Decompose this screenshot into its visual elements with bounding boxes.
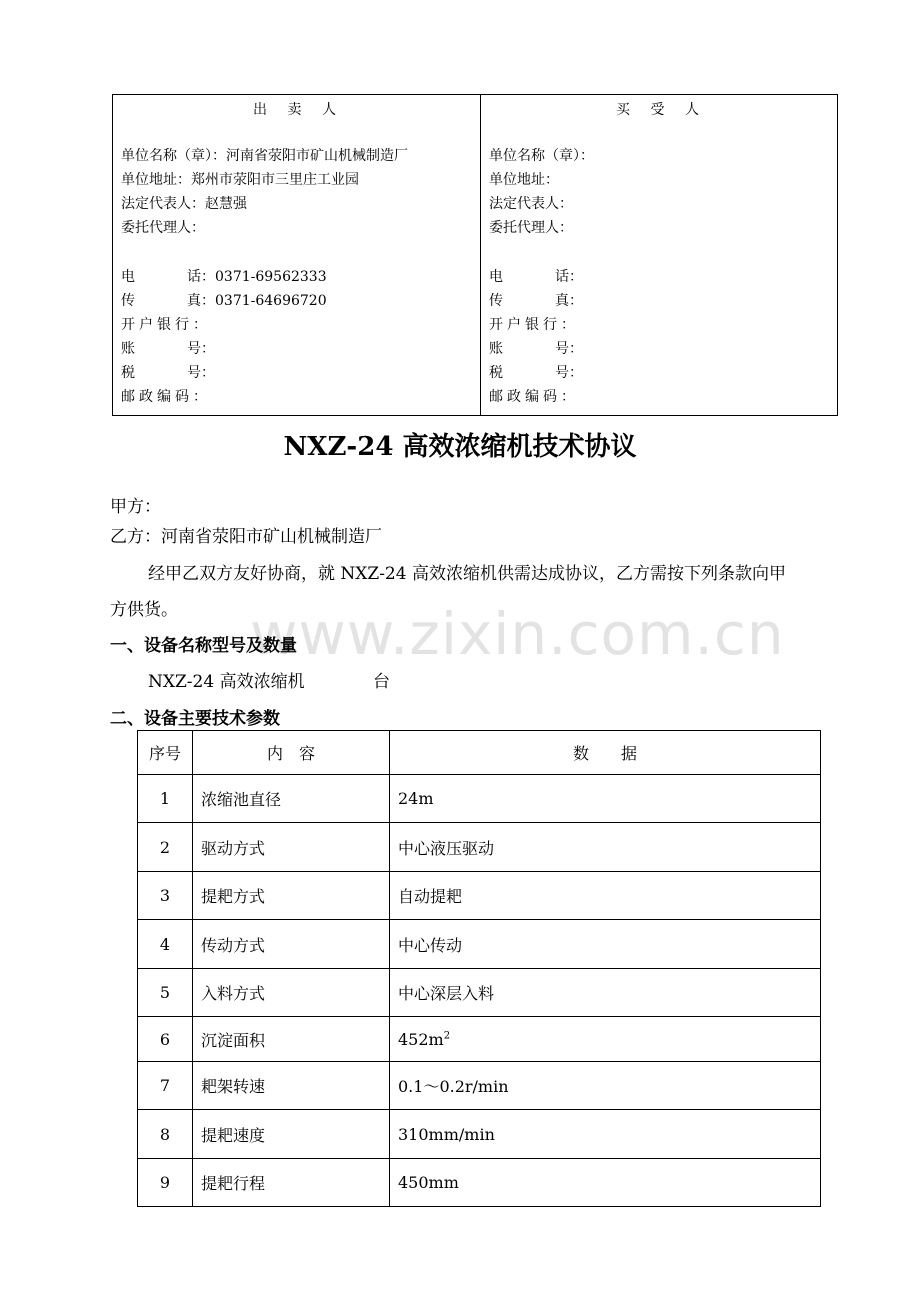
section-equipment-heading: 一、设备名称型号及数量: [110, 636, 297, 656]
row-item: 提耙速度: [193, 1110, 390, 1159]
header-value: 数 据: [390, 731, 821, 775]
buyer-phone: 电 话：: [489, 269, 583, 285]
row-no: 8: [138, 1110, 193, 1159]
seller-unit-name: 单位名称（章）：河南省荥阳市矿山机械制造厂: [121, 148, 408, 164]
seller-fax: 传 真： 0371-64696720: [121, 293, 327, 309]
row-value: 450mm: [390, 1159, 821, 1207]
row-value: 24m: [390, 775, 821, 823]
table-row: [138, 823, 821, 872]
superscript: 2: [443, 1030, 451, 1042]
table-row: [138, 1017, 821, 1062]
row-item: 浓缩池直径: [193, 775, 390, 823]
row-item: 耙架转速: [193, 1062, 390, 1110]
document-title: NXZ-24 高效浓缩机技术协议: [283, 432, 637, 462]
row-item: 传动方式: [193, 920, 390, 969]
row-item: 沉淀面积: [193, 1017, 390, 1062]
buyer-column: [489, 95, 834, 415]
row-value: [390, 1017, 821, 1062]
header-no: 序号: [138, 731, 193, 775]
buyer-unit-name: 单位名称（章）：: [489, 148, 594, 164]
equipment-name: NXZ-24 高效浓缩机: [148, 672, 305, 692]
seller-agent: 委托代理人：: [121, 220, 205, 236]
seller-address: 单位地址：郑州市荥阳市三里庄工业园: [121, 172, 359, 188]
parties-table: [112, 94, 838, 416]
row-value: 自动提耙: [390, 872, 821, 920]
section-specs-heading: 二、设备主要技术参数: [110, 709, 280, 729]
seller-legal-rep: 法定代表人：赵慧强: [121, 196, 247, 212]
seller-heading: 出 卖 人: [253, 102, 344, 118]
seller-tax-no: 税 号：: [121, 365, 215, 381]
table-row: [138, 775, 821, 823]
row-value: 310mm/min: [390, 1110, 821, 1159]
intro-line-2: 方供货。: [110, 600, 178, 620]
row-no: 7: [138, 1062, 193, 1110]
row-no: 4: [138, 920, 193, 969]
buyer-account: 账 号：: [489, 341, 583, 357]
row-no: 5: [138, 969, 193, 1017]
row-value: 中心深层入料: [390, 969, 821, 1017]
table-row: [138, 969, 821, 1017]
spec-table: [137, 730, 821, 1207]
buyer-legal-rep: 法定代表人：: [489, 196, 573, 212]
seller-bank: 开户银行：: [121, 317, 211, 333]
row-value: 中心液压驱动: [390, 823, 821, 872]
table-row: [138, 1062, 821, 1110]
row-value-text: 452m: [398, 1029, 444, 1049]
row-item: 提耙方式: [193, 872, 390, 920]
row-value: 0.1～0.2r/min: [390, 1062, 821, 1110]
buyer-heading: 买 受 人: [616, 102, 707, 118]
buyer-postcode: 邮政编码：: [489, 389, 579, 405]
buyer-tax-no: 税 号：: [489, 365, 583, 381]
equipment-unit: 台: [373, 672, 390, 692]
buyer-fax: 传 真：: [489, 293, 583, 309]
party-a: 甲方：: [110, 497, 161, 517]
row-no: 9: [138, 1159, 193, 1207]
row-no: 6: [138, 1017, 193, 1062]
row-item: 驱动方式: [193, 823, 390, 872]
table-row: [138, 1110, 821, 1159]
buyer-bank: 开户银行：: [489, 317, 579, 333]
buyer-agent: 委托代理人：: [489, 220, 573, 236]
watermark: www.zixin.com.cn: [250, 600, 785, 668]
row-item: 提耙行程: [193, 1159, 390, 1207]
row-no: 2: [138, 823, 193, 872]
table-row: [138, 872, 821, 920]
seller-postcode: 邮政编码：: [121, 389, 211, 405]
column-divider: [480, 95, 481, 415]
row-value: 中心传动: [390, 920, 821, 969]
table-row: [138, 920, 821, 969]
spec-header-row: [138, 731, 821, 775]
row-no: 1: [138, 775, 193, 823]
table-row: [138, 1159, 821, 1207]
header-item: 内 容: [193, 731, 390, 775]
seller-phone: 电 话： 0371-69562333: [121, 269, 327, 285]
seller-column: [121, 95, 476, 415]
party-b: 乙方：河南省荥阳市矿山机械制造厂: [110, 527, 382, 547]
seller-account: 账 号：: [121, 341, 215, 357]
intro-line-1: 经甲乙双方友好协商，就 NXZ-24 高效浓缩机供需达成协议，乙方需按下列条款向甲: [148, 564, 786, 584]
row-no: 3: [138, 872, 193, 920]
buyer-address: 单位地址：: [489, 172, 559, 188]
row-item: 入料方式: [193, 969, 390, 1017]
